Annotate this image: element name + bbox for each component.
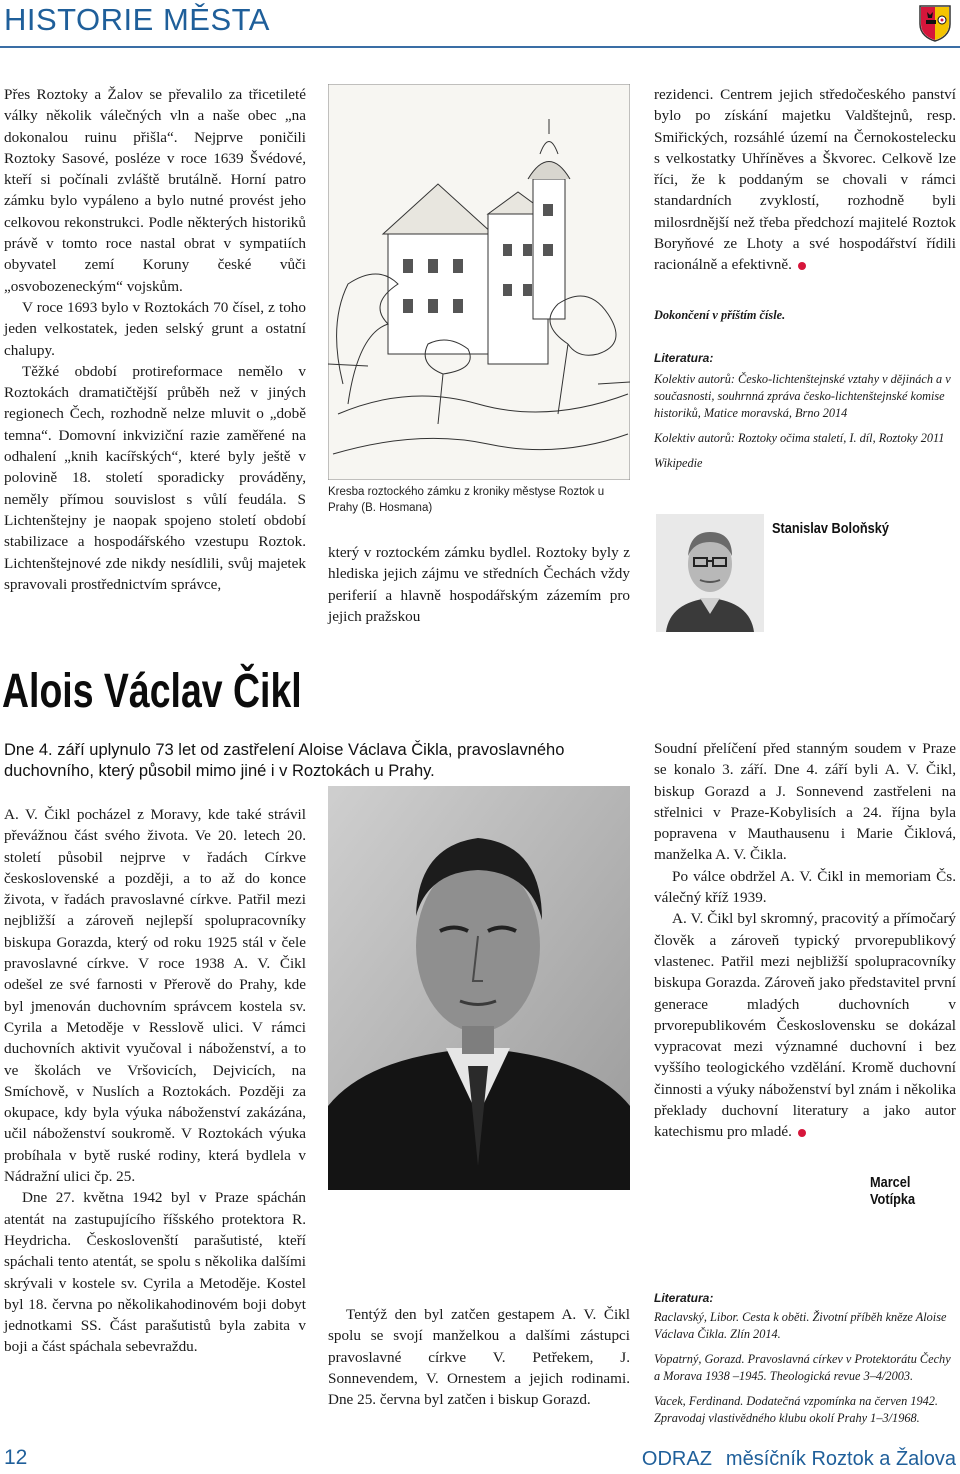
article1-column-3	[654, 84, 956, 276]
literature-item: Vacek, Ferdinand. Dodatečná vzpomínka na červen 1942. Zpravodaj vlastivědného klubu okolí Prahy 1–3/1968.	[654, 1394, 938, 1425]
paragraph: A. V. Čikl byl skromný, pracovitý a přímočarý člověk a zároveň typický prvorepublikový vlastenec. Patřil mezi nejbližší spolupracovníky biskupa Gorazda. Zároveň jako představitel první generace mladých duchovních v prvorepublikovém Československu se dokázal vypracovat mezi významné duchovní i bez vyššího teologického vzdělání. Kromě duchovní činnosti a výuky náboženství byl znám i několika překlady duchovní literatury a jako autor katechismu pro mladé.	[654, 910, 956, 1141]
page-footer	[0, 1444, 960, 1474]
magazine-subtitle: měsíčník Roztok a Žalova	[725, 1448, 956, 1470]
end-mark-icon	[798, 262, 806, 270]
section-title: HISTORIE MĚSTA	[4, 2, 270, 37]
literature-heading: Literatura:	[654, 1291, 714, 1305]
article2-column-1	[4, 804, 306, 1358]
end-mark-icon	[798, 1129, 806, 1137]
castle-sketch-illustration	[328, 84, 630, 480]
alois-cikl-portrait-photo	[328, 786, 630, 1190]
literature-item: Wikipedie	[654, 456, 703, 470]
paragraph: A. V. Čikl pocházel z Moravy, kde také strávil převážnou část svého života. Ve 20. letech 20. století působil nejprve v řadách Církve československé a později, a to až do konce života, v řadách pravoslavné církve. Patřil mezi nejbližší a zároveň nejlepší spolupracovníky biskupa Gorazda, který od roku 1925 stál v čele pravoslavné církve. V roce 1938 A. V. Čikl odešel ze své farnosti v Přerově do Prahy, kde byl jmenován duchovním správcem kostela sv. Cyrila a Metoděje v Resslově ulici. V rámci duchovních aktivit vyučoval i náboženství, a to ve školách ve Vršovicích, Dejvicích, na Smíchově, v Nuslích a Roztokách. Později za okupace, kdy byla výuka náboženství zakázána, učil náboženství soukromě. V Roztokách výuka probíhala v bytě ruské rodiny, která bydlela v Nádražní ulici čp. 25.	[4, 806, 306, 1186]
paragraph: který v roztockém zámku bydlel. Roztoky byly z hlediska jejich zájmu ve středních Čechách vždy periferií a hlavně hospodářským zázemím pro jejich pražskou	[328, 544, 630, 625]
page-number: 12	[4, 1446, 28, 1469]
literature-item: Raclavský, Libor. Cesta k oběti. Životní příběh kněze Aloise Václava Čikla. Zlín 2014.	[654, 1310, 947, 1341]
article1-column-2	[328, 542, 630, 627]
paragraph: Soudní přelíčení před stanným soudem v Praze se konalo 3. září. Dne 4. září byli A. V. Čikl, biskup Gorazd a J. Sonnevend zastřeleni na střelnici v Praze-Kobylisích a 24. října byla popravena v Mauthausenu i Marie Čiklová, manželka A. V. Čikla.	[654, 740, 956, 864]
article2-lead: Dne 4. září uplynulo 73 let od zastřelení Aloise Václava Čikla, pravoslavného duchovního, který působil mimo jiné i v Roztokách u Prahy.	[4, 741, 565, 780]
paragraph: Těžké období protireformace nemělo v Roztokách dramatičtější průběh než v jiných regionech Čech, rozhodně nelze mluvit o „době temna“. Domovní inkviziční razie zaměřené na odhalení „knih kacířských“, které byly ještě v polovině 18. století sporadicky prováděny, neměly přímou souvislost s vůlí feudála. S Lichtenštejny je naopak spojeno století období stabilizace a hospodářského vzestupu Roztok. Lichtenštejnové zde nikdy nesídlili, svůj majetek spravovali prostřednictvím správce,	[4, 362, 306, 593]
paragraph: Po válce obdržel A. V. Čikl in memoriam Čs. válečný kříž 1939.	[654, 867, 956, 907]
article1-author: Stanislav Boloňský	[772, 520, 889, 537]
sketch-caption: Kresba roztockého zámku z kroniky městyse Roztok u Prahy (B. Hosmana)	[328, 486, 605, 514]
paragraph: rezidenci. Centrem jejich středočeského panství bylo po získání majetku Valdštejnů, resp. Smiřických, rozsáhlé území na Černokostelecku s velkostatky Uhříněves a Škvorec. Celkově lze říci, že k poddaným se chovali v rámci standardních zvyklostí, rozhodně byli milosrdnější než třeba předchozí majitelé Roztok Boryňové ze Lhoty a své hospodářství řídili racionálně a efektivně.	[654, 86, 956, 274]
article2-author: Marcel Votípka	[870, 1174, 916, 1208]
paragraph: Tentýž den byl zatčen gestapem A. V. Čikl spolu se svojí manželkou a dalšími zástupci pravoslavné církve V. Petřekem, J. Sonnevendem, V. Ornestem a jejich rodinami. Dne 25. června byl zatčen i biskup Gorazd.	[328, 1306, 630, 1409]
magazine-title: ODRAZ	[641, 1448, 712, 1470]
article2-literature	[654, 1290, 956, 1435]
paragraph: Přes Roztoky a Žalov se převalilo za třicetileté války několik válečných vln a naše obec „na dokonalou ruinu přišla“. Nejprve poničili Roztoky Sasové, posléze v roce 1639 Švédové, kteří si počínali zvláště brutálně. Horní patro zámku bylo vypáleno a bylo nutné provést jeho celkovou rekonstrukci. Podle některých historiků právě v tomto roce nastal obrat v sympatiích obyvatel zemí Koruny české vůči „osvobozeneckým“ vojskům.	[4, 86, 306, 295]
literature-item: Kolektiv autorů: Česko-lichtenštejnské vztahy v dějinách a v současnosti, souhrnná zpráva česko-lichtenštejnské komise historiků, Matice moravská, Brno 2014	[654, 372, 951, 420]
author-portrait-photo	[656, 514, 764, 632]
header-rule	[0, 46, 960, 48]
town-crest-icon	[918, 4, 952, 42]
literature-item: Vopatrný, Gorazd. Pravoslavná církev v Protektorátu Čechy a Morava 1938 –1945. Theologická revue 3–4/2003.	[654, 1352, 951, 1383]
literature-item: Kolektiv autorů: Roztoky očima staletí, I. díl, Roztoky 2011	[654, 431, 945, 445]
article2-column-3	[654, 738, 956, 1143]
article2-title: Alois Václav Čikl	[2, 665, 302, 718]
continued-note: Dokončení v příštím čísle.	[654, 308, 786, 322]
article1-column-1	[4, 84, 306, 595]
paragraph: V roce 1693 bylo v Roztokách 70 čísel, z toho jeden velkostatek, jeden selský grunt a ostatní chalupy.	[4, 298, 306, 359]
magazine-name	[642, 1448, 956, 1471]
page-header	[0, 0, 960, 48]
literature-heading: Literatura:	[654, 351, 714, 365]
paragraph: Dne 27. května 1942 byl v Praze spáchán atentát na zastupujícího říšského protektora R. Heydricha. Českoslovenští parašutisté, kteří spáchali tento atentát, se spolu s několika dalšími skrývali v kostele sv. Cyrila a Metoděje. Kostel byl 18. června po několikahodinovém boji dobyt jednotkami SS. Část parašutistů byla zabita v boji a část spáchala sebevraždu.	[4, 1189, 306, 1356]
article1-literature	[654, 350, 956, 480]
article2-column-2	[328, 1304, 630, 1410]
